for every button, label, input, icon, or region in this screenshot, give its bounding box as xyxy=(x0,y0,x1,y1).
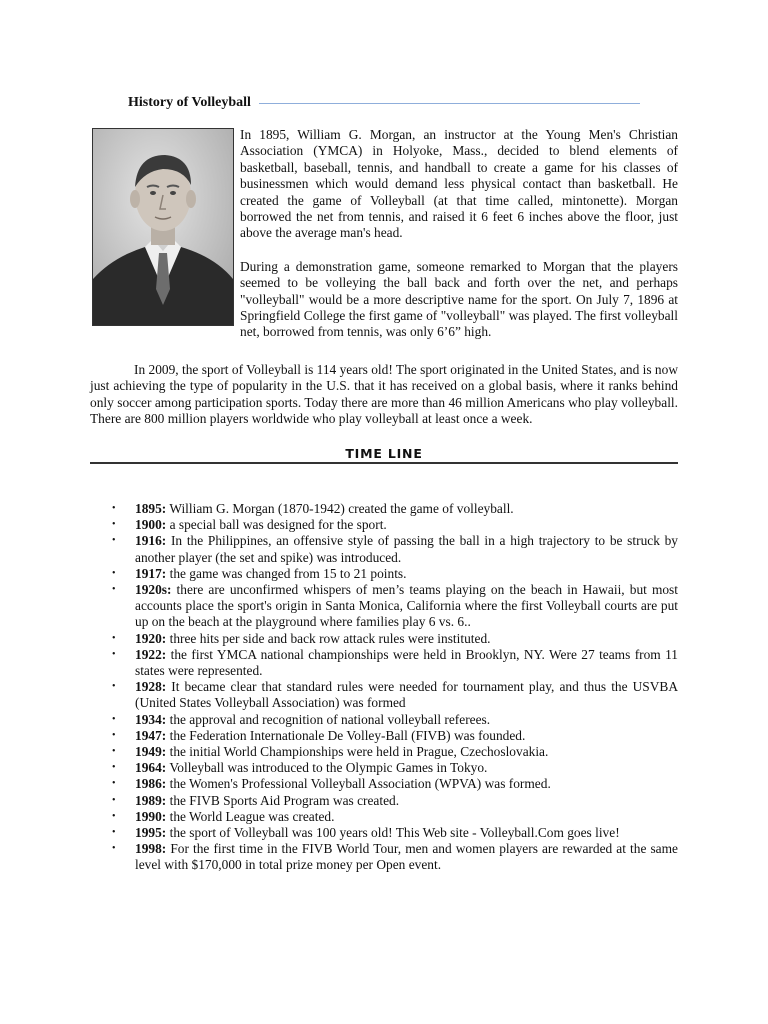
timeline-text: the initial World Championships were held in Prague, Czechoslovakia. xyxy=(166,744,549,760)
timeline-list xyxy=(112,501,678,874)
timeline-text: In the Philippines, an offensive style of passing the ball in a high trajectory to be struck by another player (the set and spike) was introduced. xyxy=(135,533,678,565)
bullet-icon: • xyxy=(112,681,116,693)
timeline-text: the approval and recognition of national volleyball referees. xyxy=(166,711,491,727)
timeline-text: a special ball was designed for the sport. xyxy=(166,517,387,533)
bullet-icon: • xyxy=(112,519,116,531)
timeline-text: the Federation Internationale De Volley-Ball (FIVB) was founded. xyxy=(166,727,526,743)
timeline-item xyxy=(112,776,678,792)
intro-text xyxy=(240,127,678,358)
bullet-icon: • xyxy=(112,827,116,839)
bullet-icon: • xyxy=(112,648,116,660)
summary-paragraph: In 2009, the sport of Volleyball is 114 years old! The sport originated in the United States, and is now just achieving the type of popularity in the U.S. that it has received on a global basis, where it ranks behind only soccer among participation sports. Today there are more than 46 million Americans who play volleyball. There are 800 million players worldwide who play volleyball at least once a week. xyxy=(90,362,678,427)
bullet-icon: • xyxy=(112,729,116,741)
bullet-icon: • xyxy=(112,503,116,514)
timeline-year: 1895: xyxy=(135,501,167,516)
timeline-year: 1900: xyxy=(135,517,167,533)
intro-paragraph-1: In 1895, William G. Morgan, an instructor at the Young Men's Christian Association (YMCA) in Holyoke, Mass., decided to blend elements of basketball, baseball, tennis, and handball to create a game for his classes of businessmen which would demand less physical contact than basketball. He created the game of Volleyball (at that time called, mintonette). Morgan borrowed the net from tennis, and raised it 6 feet 6 inches above the floor, just above the average man's head. xyxy=(240,127,678,241)
timeline-year: 1922: xyxy=(135,646,167,662)
bullet-icon: • xyxy=(112,746,116,758)
bullet-icon: • xyxy=(112,843,116,855)
timeline-text: For the first time in the FIVB World Tour, men and women players are rewarded at the same level with $170,000 in total prize money per Open event. xyxy=(135,841,678,873)
timeline-year: 1964: xyxy=(135,760,167,776)
bullet-icon: • xyxy=(112,762,116,774)
timeline-year: 1989: xyxy=(135,792,167,808)
heading-rule xyxy=(259,103,640,104)
bullet-icon: • xyxy=(112,778,116,790)
timeline-text: the sport of Volleyball was 100 years old! This Web site - Volleyball.Com goes live! xyxy=(166,825,620,841)
timeline-year: 1947: xyxy=(135,727,167,743)
timeline-year: 1986: xyxy=(135,776,167,792)
timeline-item xyxy=(112,582,678,631)
timeline-item xyxy=(112,728,678,744)
timeline-item xyxy=(112,517,678,533)
timeline-text: William G. Morgan (1870-1942) created the game of volleyball. xyxy=(166,501,514,516)
timeline-text: three hits per side and back row attack rules were instituted. xyxy=(166,630,491,646)
timeline-text: the Women's Professional Volleyball Association (WPVA) was formed. xyxy=(166,776,551,792)
timeline-text: the FIVB Sports Aid Program was created. xyxy=(166,792,400,808)
timeline-year: 1916: xyxy=(135,533,167,549)
heading-row xyxy=(128,94,640,112)
portrait-photo xyxy=(92,128,234,326)
timeline-text: the game was changed from 15 to 21 points. xyxy=(166,565,407,581)
bullet-icon: • xyxy=(112,584,116,596)
bullet-icon: • xyxy=(112,567,116,579)
bullet-icon: • xyxy=(112,810,116,822)
timeline-item xyxy=(112,566,678,582)
timeline-year: 1995: xyxy=(135,825,167,841)
timeline-year: 1920: xyxy=(135,630,167,646)
timeline-text: there are unconfirmed whispers of men’s teams playing on the beach in Hawaii, but most accounts place the sport's origin in Santa Monica, California where the first Volleyball courts are put up on the beach at the playground where families play 6 vs. 6.. xyxy=(135,582,678,630)
timeline-rule xyxy=(90,462,678,464)
page-title: History of Volleyball xyxy=(128,95,251,110)
timeline-year: 1928: xyxy=(135,679,167,695)
timeline-item xyxy=(112,501,678,517)
timeline-item xyxy=(112,841,678,873)
timeline-item xyxy=(112,647,678,679)
timeline-text: the first YMCA national championships were held in Brooklyn, NY. Were 27 teams from 11 states were represented. xyxy=(135,646,678,679)
timeline-item xyxy=(112,809,678,825)
bullet-icon: • xyxy=(112,713,116,725)
timeline-year: 1949: xyxy=(135,744,167,760)
bullet-icon: • xyxy=(112,632,116,644)
timeline-text: Volleyball was introduced to the Olympic Games in Tokyo. xyxy=(166,760,488,776)
bullet-icon: • xyxy=(112,794,116,806)
bullet-icon: • xyxy=(112,535,116,547)
timeline-item xyxy=(112,760,678,776)
timeline-item xyxy=(112,712,678,728)
timeline-text: It became clear that standard rules were needed for tournament play, and thus the USVBA (United States Volleyball Association) was formed xyxy=(135,679,678,711)
timeline-heading: TIME LINE xyxy=(345,446,423,461)
timeline-year: 1934: xyxy=(135,711,167,727)
timeline-item xyxy=(112,793,678,809)
timeline-text: the World League was created. xyxy=(166,808,335,824)
timeline-year: 1920s: xyxy=(135,582,172,598)
timeline-item xyxy=(112,533,678,565)
timeline-year: 1998: xyxy=(135,841,167,857)
timeline-year: 1917: xyxy=(135,565,167,581)
timeline-item xyxy=(112,679,678,711)
timeline-item xyxy=(112,631,678,647)
timeline-year: 1990: xyxy=(135,808,167,824)
timeline-item xyxy=(112,825,678,841)
intro-paragraph-2: During a demonstration game, someone remarked to Morgan that the players seemed to be volleying the ball back and forth over the net, and perhaps "volleyball" would be a more descriptive name for the sport. On July 7, 1896 at Springfield College the first game of "volleyball" was played. The first volleyball net, borrowed from tennis, was only 6’6” high. xyxy=(240,258,678,340)
timeline-item xyxy=(112,744,678,760)
